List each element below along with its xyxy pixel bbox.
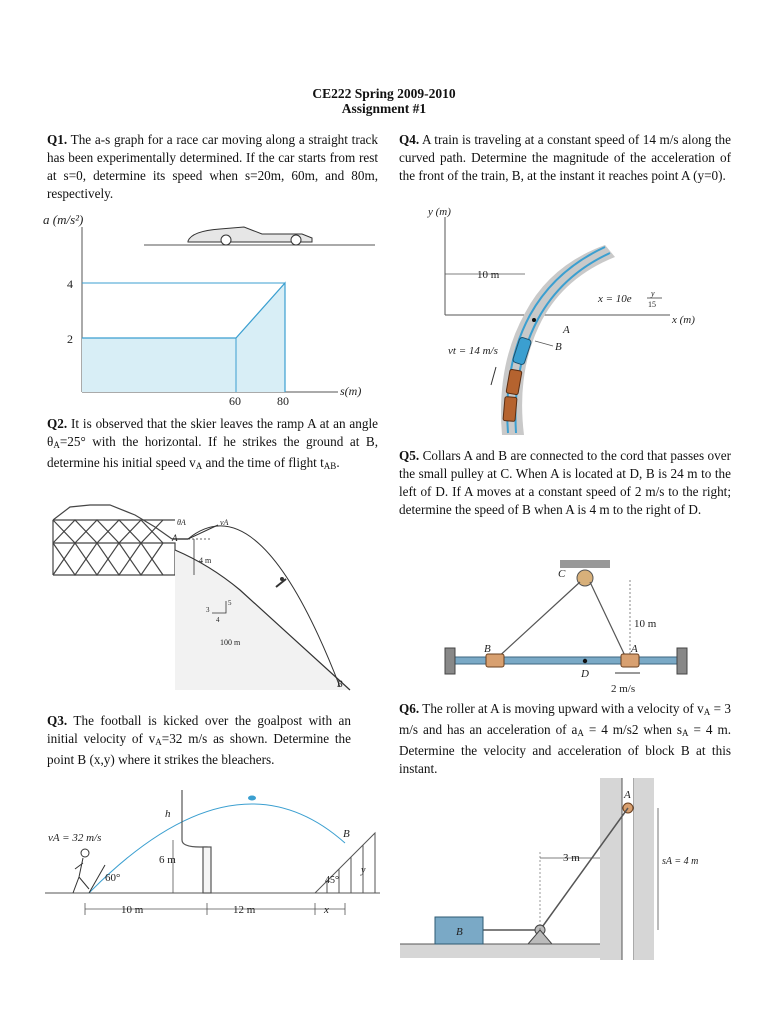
- block-b-label: B: [456, 926, 463, 938]
- point-d-label: D: [581, 668, 589, 680]
- race-car-icon: [144, 227, 375, 245]
- question-3-text-end: =32 m/s as shown. Determine the point B (x,y) where it strikes the bleachers.: [47, 731, 351, 767]
- point-a-label: A: [172, 533, 178, 543]
- question-2-text-mid2: and the time of flight t: [202, 455, 324, 470]
- h-label: h: [165, 808, 171, 820]
- q3-football-figure: [45, 785, 380, 925]
- question-4: [399, 131, 731, 185]
- question-4-label: Q4.: [399, 132, 420, 147]
- q1-x-axis-label: s(m): [340, 384, 362, 398]
- question-2: [47, 415, 378, 475]
- q4-y-axis-label: y (m): [428, 206, 451, 218]
- collar-b: [486, 654, 504, 667]
- question-3-label: Q3.: [47, 713, 68, 728]
- question-5-label: Q5.: [399, 448, 420, 463]
- q1-x-tick-80: 80: [277, 394, 289, 408]
- rod-support-right: [677, 648, 687, 674]
- velocity-label: 2 m/s: [611, 683, 636, 695]
- point-b-label: B: [337, 679, 343, 689]
- q4-train-figure: [400, 205, 730, 440]
- q1-y-tick-4: 4: [67, 277, 73, 291]
- question-6-text-mid2: = 4 m/s2 when s: [583, 722, 683, 737]
- question-6-sub-c: A: [682, 728, 689, 738]
- question-5: [399, 447, 731, 519]
- q1-x-tick-60: 60: [229, 394, 241, 408]
- q1-y-axis-label: a (m/s²): [43, 212, 84, 227]
- va-label: vA = 32 m/s: [48, 832, 102, 844]
- train-direction-arrow: [491, 367, 496, 385]
- question-4-text: A train is traveling at a constant speed of 14 m/s along the curved path. Determine the magnitude of the acceleration of the front of the train, B, at the instant it reaches point A (y=0).: [399, 132, 731, 183]
- va-label: vA: [220, 518, 229, 527]
- question-3-sub: A: [155, 737, 162, 747]
- question-6-text-lead: The roller at A is moving upward with a velocity of v: [422, 701, 704, 716]
- rod-support-left: [445, 648, 455, 674]
- slope-5: 5: [228, 599, 232, 607]
- hill-fill: [175, 550, 350, 690]
- skier-icon: [276, 577, 286, 587]
- ski-ramp-tower: [53, 505, 175, 575]
- bleacher-angle-label: 45°: [325, 875, 339, 886]
- collar-a-label: A: [631, 643, 638, 655]
- wall-hatch: [600, 778, 622, 960]
- point-a-label: A: [563, 324, 570, 336]
- height-label: 10 m: [634, 618, 657, 630]
- q4-x-axis-label: x (m): [672, 314, 695, 326]
- question-2-text-mid: =25° with the horizontal. If he strikes the ground at B, determine his initial speed v: [47, 434, 378, 470]
- question-1-text: The a-s graph for a race car moving along a straight track has been experimentally determined. If the car starts from rest at s=0, determine its speed when s=20m, 60m, and 80m, respectively.: [47, 132, 379, 201]
- q4-dim-label: 10 m: [477, 269, 500, 281]
- pulley-mount: [560, 560, 610, 568]
- assignment-title: Assignment #1: [341, 101, 427, 116]
- collar-b-label: B: [484, 643, 491, 655]
- distance-12m: 12 m: [233, 904, 256, 916]
- slope-3: 3: [206, 606, 210, 614]
- point-a-marker: [532, 318, 536, 322]
- curve-equation-den: 15: [648, 300, 656, 309]
- kick-angle-label: 60°: [105, 872, 121, 884]
- football-trajectory: [89, 804, 345, 893]
- question-2-text-lead: It is observed that the skier leaves the ramp A at an angle θ: [47, 416, 378, 449]
- kicker-icon: [73, 849, 89, 893]
- question-6-label: Q6.: [399, 701, 420, 716]
- course-title: CE222 Spring 2009-2010: [312, 86, 456, 101]
- point-d-marker: [583, 659, 587, 663]
- question-5-text: Collars A and B are connected to the cord that passes over the small pulley at C. When A is located at D, B is 24 m to the left of D. If A moves at a constant speed of 2 m/s to the right; determine the speed of B when A is 4 m to the right of D.: [399, 448, 731, 517]
- distance-x: x: [324, 904, 329, 916]
- question-1: [47, 131, 378, 203]
- cord-to-b: [495, 582, 580, 660]
- point-c-label: C: [558, 568, 566, 580]
- roller-a-label: A: [624, 789, 631, 801]
- va-arrow: [188, 525, 218, 539]
- distance-label: 100 m: [220, 638, 241, 647]
- question-3: [47, 712, 351, 769]
- question-2-sub-c: AB: [323, 461, 337, 471]
- curve-equation-num: y: [651, 289, 655, 298]
- slope-4: 4: [216, 616, 220, 624]
- question-3-text: The football is kicked over the goalpost with an initial velocity of v: [47, 713, 351, 746]
- point-b-label: B: [555, 341, 562, 353]
- point-b-label: B: [343, 828, 350, 840]
- q6-roller-figure: [400, 778, 700, 960]
- curve-equation: x = 10e: [598, 293, 632, 305]
- pulley-bracket: [528, 930, 552, 944]
- vertical-dim-label: sA = 4 m: [662, 856, 699, 867]
- question-6-text-end: = 4 m. Determine the velocity and acceleration of block B at this instant.: [399, 722, 731, 776]
- question-6-sub-b: A: [577, 728, 584, 738]
- question-6-text-mid: = 3 m/s and has an acceleration of a: [399, 701, 732, 737]
- bleachers: [315, 833, 375, 893]
- height-label: 4 m: [199, 556, 212, 565]
- question-2-sub-b: A: [195, 461, 203, 471]
- ground: [400, 944, 600, 958]
- q1-as-graph: [40, 205, 380, 410]
- question-6: [399, 700, 731, 778]
- question-2-text-end: .: [336, 455, 340, 470]
- distance-10m: 10 m: [121, 904, 144, 916]
- assignment-header: [0, 86, 768, 116]
- wall-hatch-right: [634, 778, 654, 960]
- b-leader: [535, 341, 553, 346]
- horizontal-dim-label: 3 m: [563, 852, 580, 864]
- theta-a-label: θA: [177, 518, 186, 527]
- question-1-label: Q1.: [47, 132, 68, 147]
- cord-to-a: [590, 582, 627, 660]
- collar-a: [621, 654, 639, 667]
- q5-collar-figure: [440, 560, 695, 698]
- post-height-label: 6 m: [159, 854, 176, 866]
- question-2-sub-a: A: [53, 440, 60, 450]
- goalpost: [182, 790, 211, 893]
- y-label: y: [361, 865, 366, 876]
- question-2-label: Q2.: [47, 416, 68, 431]
- football-icon: [248, 796, 256, 801]
- question-6-sub-a: A: [703, 707, 711, 717]
- train-speed-label: vt = 14 m/s: [448, 345, 498, 357]
- horizontal-rod: [450, 657, 682, 664]
- q2-ski-jump-figure: [50, 495, 360, 700]
- q1-y-tick-2: 2: [67, 332, 73, 346]
